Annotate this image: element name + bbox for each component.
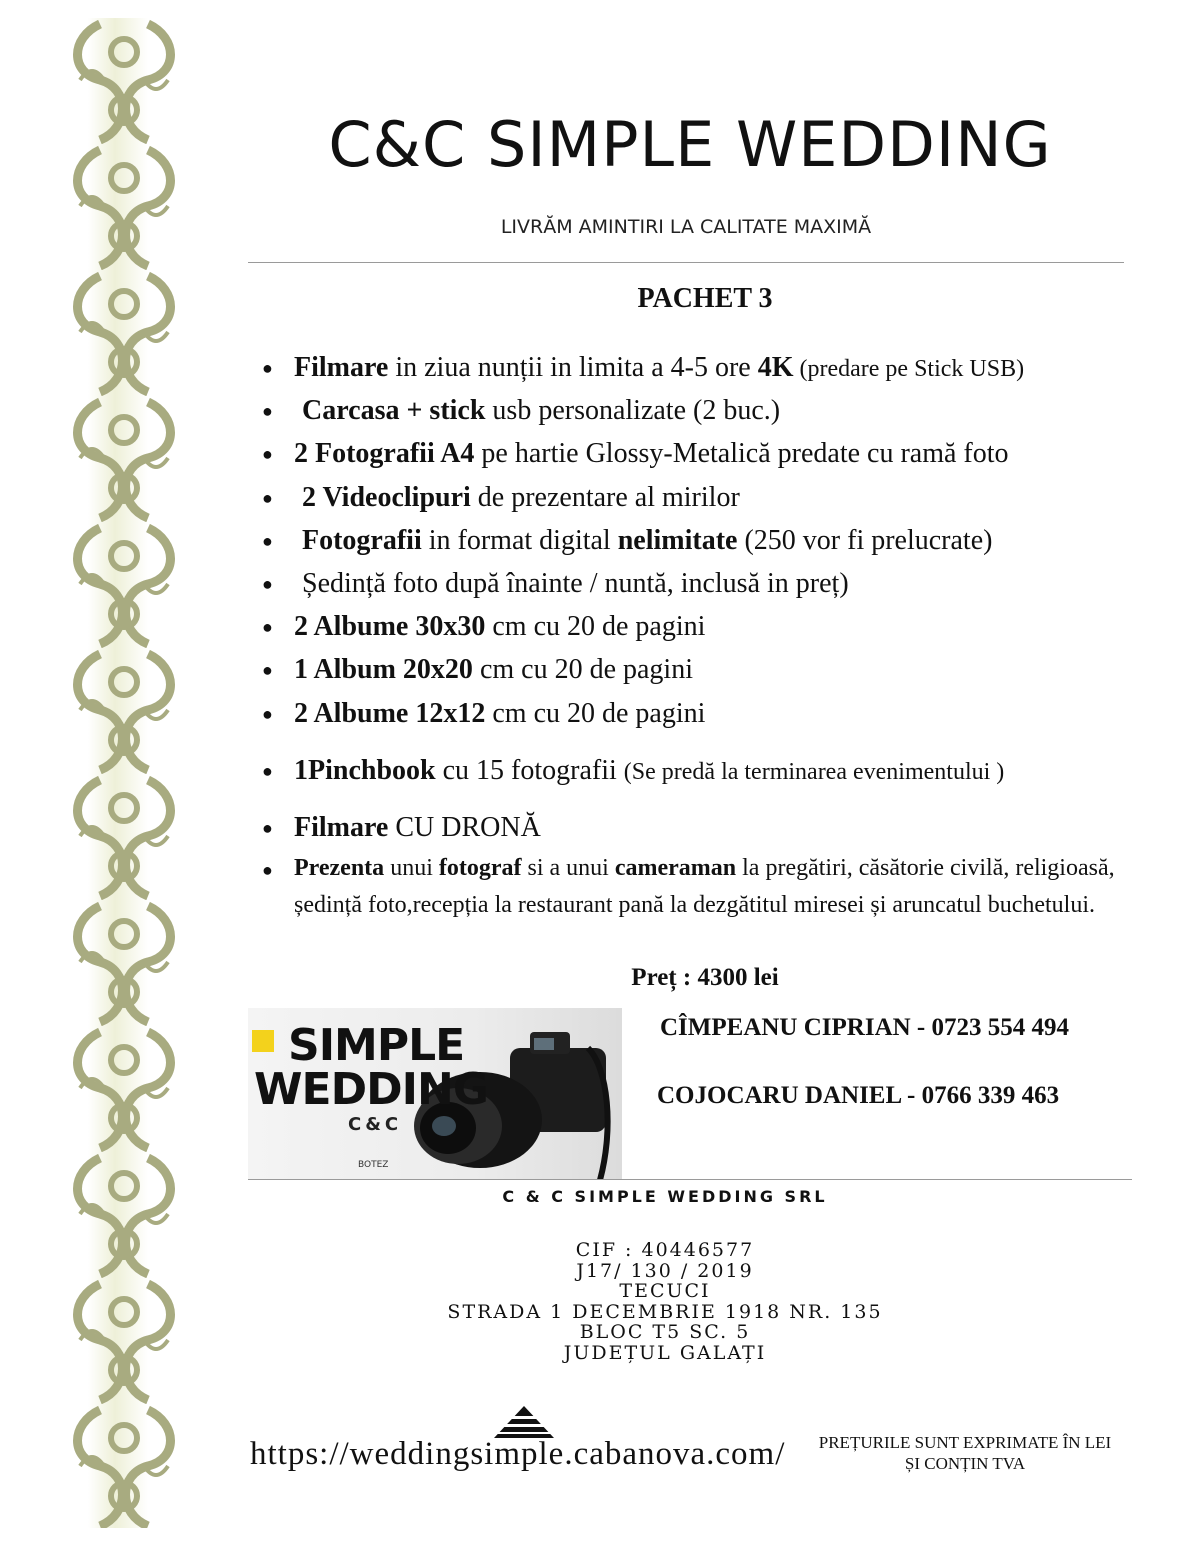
bullet-icon: ● [262,761,273,781]
bullet-icon: ● [262,401,273,421]
bullet-icon: ● [262,358,273,378]
logo-text-cc: C&C [348,1114,403,1135]
item-bold: 1Pinchbook [294,755,436,786]
ornamental-border [60,18,188,1528]
item-text: cm cu 20 de pagini [472,654,693,685]
item-bold: 2 Albume 30x30 [294,611,486,642]
bullet-icon: ● [262,818,273,838]
header-divider [248,262,1124,263]
price-note-line: ȘI CONȚIN TVA [904,1454,1026,1473]
price-note [806,1432,1124,1474]
bullet-icon: ● [262,660,273,680]
bullet-icon: ● [262,444,273,464]
bullet-icon: ● [262,704,273,724]
item-text: pe hartie Glossy-Metalică predate cu ramă foto [474,438,1009,469]
item-bold: 4K [757,352,794,383]
item-text: usb personalizate (2 buc.) [485,395,781,426]
logo-text-botez: BOTEZ [358,1160,389,1170]
item-bold: nelimitate [617,525,738,556]
item-text: Ședință foto după înainte / nuntă, inclusă in preț) [302,568,849,599]
address-line: CIF : 40446577 [575,1239,755,1261]
item-text: cu 15 fotografii [435,755,624,786]
item-bold: Filmare [294,812,389,843]
address-line: JUDEȚUL GALAȚI [563,1342,767,1364]
page-title: C&C SIMPLE WEDDING [328,108,1052,181]
item-text: CU DRONĂ [388,812,541,843]
item-bold: Fotografii [302,525,422,556]
item-bold: 1 Album 20x20 [294,654,473,685]
address-line: STRADA 1 DECEMBRIE 1918 NR. 135 [447,1301,883,1323]
price-note-line: PREȚURILE SUNT EXPRIMATE ÎN LEI [818,1433,1112,1452]
item-text: in format digital [421,525,618,556]
item-bold: Carcasa + stick [302,395,486,426]
package-heading: PACHET 3 [637,283,773,314]
item-text: la pregătiri, căsătorie civilă, religioasă, ședință foto,recepția la restaurant pană la dezgătitul miresei și aruncatul buchetului. [294,855,1115,918]
package-price: Preț : 4300 lei [631,964,779,991]
address-line: TECUCI [619,1280,711,1302]
logo-text-simple: SIMPLE [288,1020,465,1071]
footer-divider [248,1179,1132,1180]
company-name: C & C SIMPLE WEDDING SRL [502,1187,828,1206]
item-text: unui [384,855,439,881]
logo-text-wedding: WEDDING [254,1064,488,1115]
item-note: (predare pe Stick USB) [793,356,1025,382]
address-line: J17/ 130 / 2019 [576,1260,754,1282]
company-logo [248,1008,622,1180]
item-bold: Filmare [294,352,389,383]
bullet-icon: ● [262,617,273,637]
item-bold: Prezenta [294,855,385,881]
item-bold: 2 Videoclipuri [302,482,471,513]
website-link[interactable]: https://weddingsimple.cabanova.com/ [250,1436,786,1472]
item-text: si a unui [521,855,615,881]
contact-daniel: COJOCARU DANIEL - 0766 339 463 [657,1082,1060,1109]
item-bold: cameraman [614,855,737,881]
bullet-icon: ● [262,574,273,594]
item-bold: fotograf [438,855,522,881]
item-text: de prezentare al mirilor [470,482,740,513]
address-line: BLOC T5 SC. 5 [579,1321,751,1343]
item-text: (250 vor fi prelucrate) [737,525,993,556]
item-text: cm cu 20 de pagini [485,611,706,642]
item-text: cm cu 20 de pagini [485,698,706,729]
item-text: in ziua nunții in limita a 4-5 ore [388,352,758,383]
bullet-icon: ● [262,860,273,880]
bullet-icon: ● [262,531,273,551]
item-bold: 2 Fotografii A4 [294,438,475,469]
item-bold: 2 Albume 12x12 [294,698,486,729]
contact-ciprian: CÎMPEANU CIPRIAN - 0723 554 494 [660,1014,1070,1041]
item-note: (Se predă la terminarea evenimentului ) [623,759,1005,785]
bullet-icon: ● [262,488,273,508]
tagline: LIVRĂM AMINTIRI LA CALITATE MAXIMĂ [500,216,872,238]
cabanova-logo-icon [492,1404,556,1440]
